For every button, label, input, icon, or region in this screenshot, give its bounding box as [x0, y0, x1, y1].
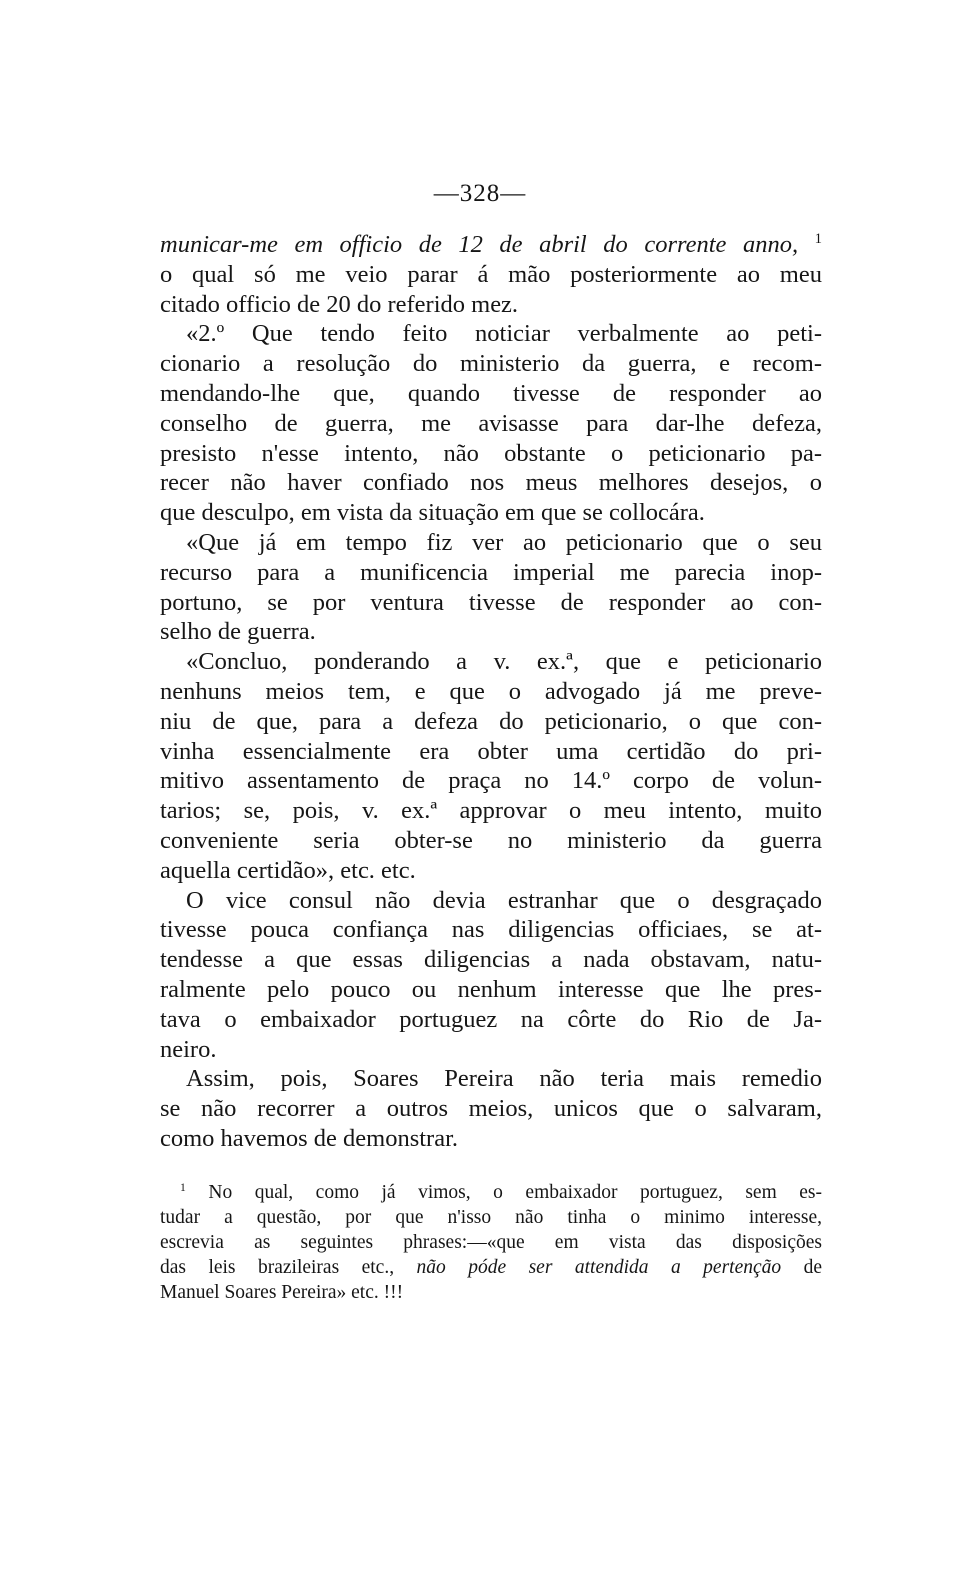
- text-line: aquella certidão», etc. etc.: [160, 856, 416, 884]
- text-line: ralmente pelo pouco ou nenhum interesse que lhe pres-: [160, 975, 822, 1003]
- footnote-line: [160, 1180, 822, 1205]
- text-segment: não póde ser attendida a pertenção: [416, 1257, 782, 1278]
- text-line: mitivo assentamento de praça no 14.º corpo de volun-: [160, 767, 822, 795]
- footnote-line: [160, 1255, 822, 1280]
- text-line: o qual só me veio parar á mão posteriormente ao meu: [160, 260, 822, 288]
- text-line: tivesse pouca confiança nas diligencias officiaes, se at-: [160, 916, 822, 944]
- text-line: conveniente seria obter-se no ministerio da guerra: [160, 826, 822, 854]
- footnote-marker: 1: [180, 1180, 186, 1194]
- text-line: conselho de guerra, me avisasse para dar-lhe defeza,: [160, 409, 822, 437]
- text-line: se não recorrer a outros meios, unicos que o salvaram,: [160, 1095, 822, 1123]
- text-line: como havemos de demonstrar.: [160, 1124, 459, 1152]
- text-line: cionario a resolução do ministerio da guerra, e recom-: [160, 350, 822, 378]
- text-line: tava o embaixador portuguez na côrte do Rio de Ja-: [160, 1005, 822, 1033]
- footnote-line: escrevia as seguintes phrases:—«que em vista das disposições: [160, 1232, 822, 1253]
- text-segment: [798, 231, 815, 258]
- text-line: tendesse a que essas diligencias a nada obstavam, natu-: [160, 946, 822, 974]
- text-line: «Concluo, ponderando a v. ex.ª, que e peticionario: [186, 648, 822, 676]
- main-text: [160, 230, 822, 1154]
- footnote-line: tudar a questão, por que n'isso não tinha o minimo interesse,: [160, 1207, 822, 1228]
- text-line: selho de guerra.: [160, 618, 316, 646]
- text-line: Assim, pois, Soares Pereira não teria mais remedio: [186, 1065, 822, 1093]
- text-line: O vice consul não devia estranhar que o desgraçado: [186, 886, 822, 914]
- text-segment: municar-me em officio de 12 de abril do corrente anno,: [160, 231, 799, 258]
- text-line: tarios; se, pois, v. ex.ª approvar o meu intento, muito: [160, 797, 822, 825]
- text-line: portuno, se por ventura tivesse de responder ao con-: [160, 588, 822, 616]
- text-line: neiro.: [160, 1035, 217, 1063]
- text-segment: das leis brazileiras etc.,: [160, 1257, 417, 1278]
- text-line: «Que já em tempo fiz ver ao peticionario que o seu: [186, 528, 822, 556]
- text-segment: No qual, como já vimos, o embaixador portuguez, sem es-: [185, 1182, 822, 1203]
- text-segment: de: [781, 1257, 823, 1278]
- text-line: que desculpo, em vista da situação em que se collocára.: [160, 499, 705, 527]
- text-line: recurso para a munificencia imperial me parecia inop-: [160, 558, 822, 586]
- text-line: nenhuns meios tem, e que o advogado já me preve-: [160, 677, 822, 705]
- footnote-marker: 1: [814, 231, 822, 248]
- text-line: «2.º Que tendo feito noticiar verbalmente ao peti-: [186, 320, 822, 348]
- footnote-line: Manuel Soares Pereira» etc. !!!: [160, 1282, 404, 1303]
- text-line: presisto n'esse intento, não obstante o peticionario pa-: [160, 439, 822, 467]
- text-line: recer não haver confiado nos meus melhores desejos, o: [160, 469, 822, 497]
- text-line: [160, 230, 822, 260]
- text-line: mendando-lhe que, quando tivesse de responder ao: [160, 379, 822, 407]
- footnotes: [160, 1180, 822, 1305]
- text-line: niu de que, para a defeza do peticionario, o que con-: [160, 707, 822, 735]
- text-line: citado officio de 20 do referido mez.: [160, 290, 519, 318]
- page-number: —328—: [433, 180, 527, 207]
- text-line: vinha essencialmente era obter uma certidão do pri-: [160, 737, 822, 765]
